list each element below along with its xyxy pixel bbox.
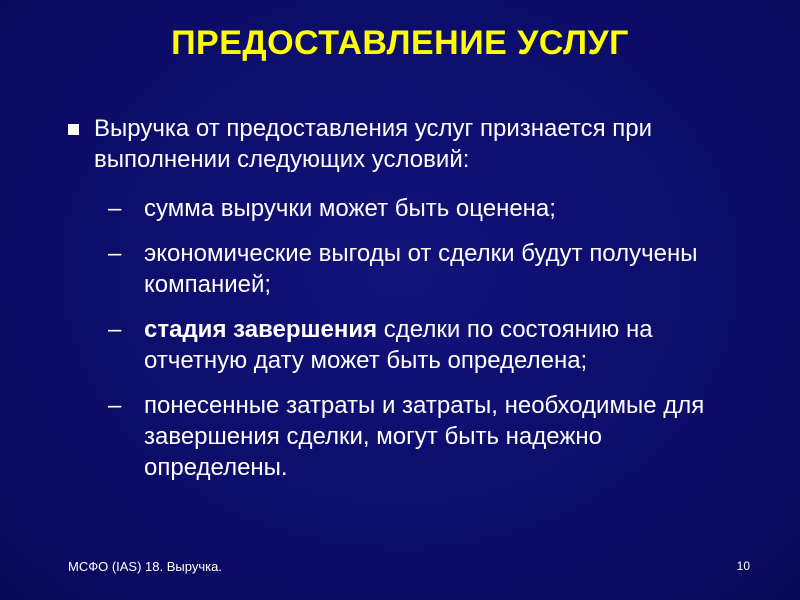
- condition-item: [108, 314, 728, 376]
- footer-caption: МСФО (IAS) 18. Выручка.: [68, 559, 222, 574]
- main-bullet: [68, 113, 748, 175]
- page-number: 10: [736, 559, 750, 573]
- condition-text: экономические выгоды от сделки будут получены компанией;: [144, 240, 698, 298]
- dash-marker: –: [108, 240, 122, 267]
- condition-item: [108, 193, 728, 224]
- condition-text: сумма выручки может быть оценена;: [144, 195, 556, 222]
- dash-marker: –: [108, 316, 122, 343]
- condition-text: сделки по состоянию на отчетную дату может быть определена;: [144, 316, 653, 374]
- slide-title: ПРЕДОСТАВЛЕНИЕ УСЛУГ: [171, 24, 629, 62]
- condition-bold-text: стадия завершения: [144, 316, 378, 343]
- dash-marker: –: [108, 392, 122, 419]
- dash-marker: –: [108, 195, 122, 222]
- square-bullet-icon: [68, 124, 79, 135]
- condition-text: понесенные затраты и затраты, необходимые для завершения сделки, могут быть надежно определены.: [144, 392, 705, 481]
- main-bullet-text: Выручка от предоставления услуг признается при выполнении следующих условий:: [94, 115, 653, 173]
- condition-item: [108, 390, 728, 483]
- conditions-list: [108, 193, 728, 497]
- condition-item: [108, 238, 728, 300]
